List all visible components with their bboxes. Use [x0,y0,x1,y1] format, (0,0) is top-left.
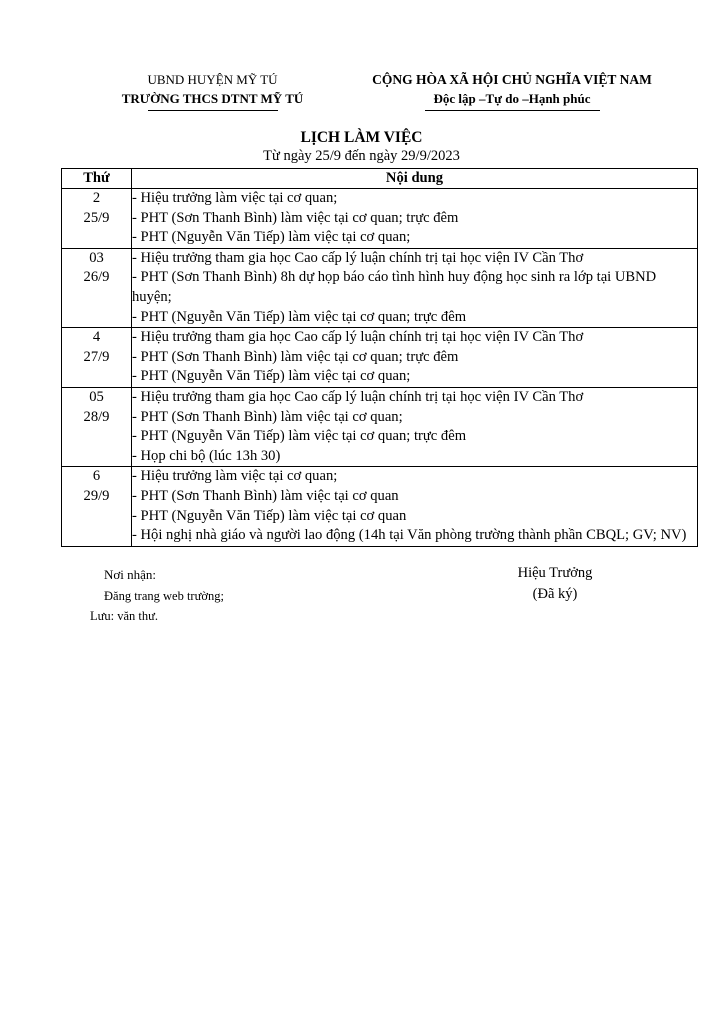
issuer-authority: UBND HUYỆN MỸ TÚ [147,72,278,87]
schedule-item: - PHT (Sơn Thanh Bình) làm việc tại cơ quan; trực đêm [132,348,459,365]
day-cell [62,387,132,466]
date: 25/9 [83,209,110,226]
weekday: 03 [89,249,104,266]
schedule-item: - PHT (Nguyễn Văn Tiếp) làm việc tại cơ quan; trực đêm [132,428,467,445]
table-row [62,387,698,466]
day-cell [62,248,132,327]
document-title: LỊCH LÀM VIỆC [300,129,423,146]
signer-title: Hiệu Trưởng [517,565,593,581]
weekday: 6 [92,468,101,485]
schedule-item: - Hiệu trưởng tham gia học Cao cấp lý luận chính trị tại học viện IV Cần Thơ [132,388,584,405]
table-header-row [62,169,698,189]
issuer-header [85,70,340,111]
content-cell [132,467,698,546]
day-cell [62,467,132,546]
national-title: CỘNG HÒA XÃ HỘI CHỦ NGHĨA VIỆT NAM [372,72,652,87]
schedule-item: - Họp chi bộ (lúc 13h 30) [132,447,281,464]
national-motto: Độc lập –Tự do –Hạnh phúc [433,91,591,106]
weekday: 4 [92,329,101,346]
schedule-item: - Hiệu trưởng làm việc tại cơ quan; [132,468,338,485]
day-cell [62,189,132,249]
content-cell [132,248,698,327]
date: 29/9 [83,487,110,504]
schedule-item: - Hiệu trưởng tham gia học Cao cấp lý luận chính trị tại học viện IV Cần Thơ [132,329,584,346]
table-row [62,328,698,388]
document-subtitle: Từ ngày 25/9 đến ngày 29/9/2023 [263,148,460,164]
table-row [62,189,698,249]
table-row [62,467,698,546]
header-content: Nội dung [132,169,698,189]
content-cell [132,328,698,388]
schedule-item: - PHT (Nguyễn Văn Tiếp) làm việc tại cơ quan; [132,229,411,246]
signer-note: (Đã ký) [532,586,578,602]
header-day: Thứ [62,169,132,189]
schedule-item: - PHT (Nguyễn Văn Tiếp) làm việc tại cơ quan; trực đêm [132,308,467,325]
date: 26/9 [83,269,110,286]
recipient-item: Đăng trang web trường; [104,589,224,603]
national-header [353,70,671,111]
schedule-item: - PHT (Sơn Thanh Bình) làm việc tại cơ quan [132,487,399,504]
recipient-item: Lưu: văn thư. [90,609,159,623]
schedule-item: - PHT (Nguyễn Văn Tiếp) làm việc tại cơ quan; [132,368,411,385]
date: 27/9 [83,348,110,365]
weekday: 2 [92,190,101,206]
schedule-item: - Hiệu trưởng làm việc tại cơ quan; [132,190,338,206]
schedule-item: - PHT (Nguyễn Văn Tiếp) làm việc tại cơ quan [132,507,407,524]
content-cell [132,189,698,249]
schedule-item: - PHT (Sơn Thanh Bình) làm việc tại cơ quan; trực đêm [132,209,459,226]
schedule-item: - PHT (Sơn Thanh Bình) làm việc tại cơ quan; [132,408,403,425]
schedule-item: - PHT (Sơn Thanh Bình) 8h dự họp báo cáo tình hình huy động học sinh ra lớp tại UBND huyện; [132,269,657,305]
schedule-body [62,189,698,547]
motto-underline [425,110,600,111]
issuer-underline [148,110,278,111]
date: 28/9 [83,408,110,425]
day-cell [62,328,132,388]
issuer-school: TRƯỜNG THCS DTNT MỸ TÚ [121,91,304,106]
schedule-table [61,168,698,547]
recipients-block [90,565,224,626]
schedule-item: - Hội nghị nhà giáo và người lao động (14h tại Văn phòng trường thành phần CBQL; GV; NV) [132,527,687,544]
weekday: 05 [89,388,104,405]
table-row [62,248,698,327]
content-cell [132,387,698,466]
signature-block [490,563,620,605]
recipients-label: Nơi nhận: [104,567,157,582]
schedule-item: - Hiệu trưởng tham gia học Cao cấp lý luận chính trị tại học viện IV Cần Thơ [132,249,584,266]
